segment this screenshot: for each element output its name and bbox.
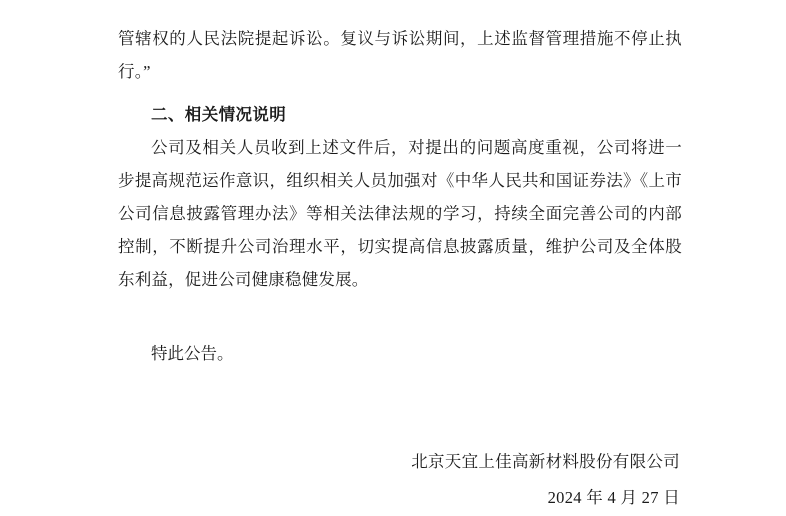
continued-paragraph: 管辖权的人民法院提起诉讼。复议与诉讼期间，上述监督管理措施不停止执行。”	[118, 29, 682, 81]
paragraph-spacer	[118, 88, 682, 98]
signature-company: 北京天宜上佳高新材料股份有限公司	[411, 452, 680, 471]
signature-spacer	[118, 386, 682, 444]
signature-date: 2024 年 4 月 27 日	[547, 488, 680, 507]
section-heading: 二、相关情况说明	[151, 105, 287, 124]
body-paragraph: 公司及相关人员收到上述文件后，对提出的问题高度重视，公司将进一步提高规范运作意识，组织相关人员加强对《中华人民共和国证券法》《上市公司信息披露管理办法》等相关法律法规的学习，持续全面完善公司的内部控制，不断提升公司治理水平，切实提高信息披露质量，维护公司及全体股东利益，促进公司健康稳健发展。	[118, 138, 682, 289]
notice-line: 特此公告。	[151, 343, 234, 363]
body-notice-spacer	[118, 296, 682, 320]
signature-block	[118, 444, 682, 516]
